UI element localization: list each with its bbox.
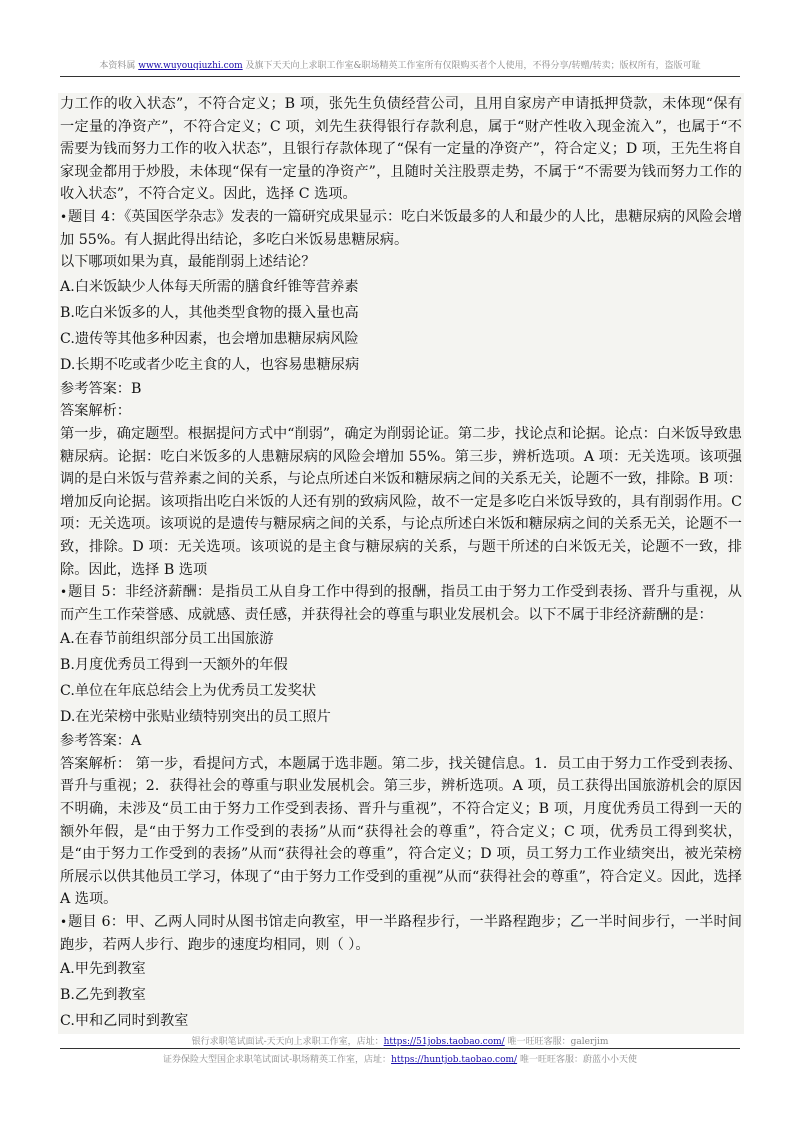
header-suffix: 及旗下天天向上求职工作室&职场精英工作室所有仅限购买者个人使用，不得分享/转赠/转卖；版权所有，盗版可耻: [242, 61, 701, 71]
q4-option-b: B.吃白米饭多的人，其他类型食物的摄入量也高: [60, 304, 359, 321]
q4-analysis: 第一步，确定题型。根据提问方式中“削弱”，确定为削弱论证。第二步，找论点和论据。论点：白米饭导致患糖尿病。论据：吃白米饭多的人患糖尿病的风险会增加 55%。第三步，辨析选项。A 项：无关选项。该项强调的是白米饭与营养素之间的关系，与论点所述白米饭和糖尿病之间的关系无关，论题不一致，排除。B 项：增加反向论据。该项指出吃白米饭的人还有别的致病风险，故不一定是多吃白米饭导致的，具有削弱作用。C 项：无关选项。该项说的是遗传与糖尿病之间的关系，与论点所述白米饭和糖尿病之间的关系无关，论题不一致，排除。D 项：无关选项。该项说的是主食与糖尿病的关系，与题干所述的白米饭无关，论题不一致，排除。因此，选择 B 选项: [60, 425, 742, 578]
q5-option-a: A.在春节前组织部分员工出国旅游: [60, 631, 274, 648]
q5-option-b: B.月度优秀员工得到一天额外的年假: [60, 657, 288, 674]
q5-option-d: D.在光荣榜中张贴业绩特别突出的员工照片: [60, 709, 331, 726]
q4-option-d: D.长期不吃或者少吃主食的人，也容易患糖尿病: [60, 356, 360, 373]
bullet-icon: •: [60, 915, 68, 930]
q4-option-c: C.遗传等其他多种因素，也会增加患糖尿病风险: [60, 330, 359, 347]
q6-stem-text: 题目 6：甲、乙两人同时从图书馆走向教室，甲一半路程步行，一半路程跑步；乙一半时间步行，一半时间跑步，若两人步行、跑步的速度均相同，则（ ）。: [60, 914, 742, 953]
q4-option-a: A.白米饭缺少人体每天所需的膳食纤锥等营养素: [60, 278, 359, 295]
q3-analysis-tail: 力工作的收入状态”，不符合定义；B 项，张先生负债经营公司，且用自家房产申请抵押贷款，未体现“保有一定量的净资产”，不符合定义；C 项，刘先生获得银行存款利息，属于“财产性收入现金流入”，也属于“不需要为钱而努力工作的收入状态”，且银行存款体现了“保有一定量的净资产”，符合定义；D 项，王先生将自家现金都用于炒股，未体现“保有一定量的净资产”，且随时关注股票走势，不属于“不需要为钱而努力工作的收入状态”，不符合定义。因此，选择 C 选项。: [60, 96, 742, 203]
q4-stem: [58, 206, 744, 251]
q5-option-c: C.单位在年底总结会上为优秀员工发奖状: [60, 683, 317, 700]
header-divider: [60, 76, 740, 77]
footer-line-1: [60, 1034, 740, 1047]
q5-answer: 参考答案：A: [60, 733, 142, 750]
page-header: [60, 58, 740, 71]
footer-1-suffix: 唯一旺旺客服：galerjim: [504, 1037, 609, 1047]
footer-2-suffix: 唯一旺旺客服：蔚蓝小小天使: [517, 1055, 637, 1065]
q5-stem: [58, 581, 744, 626]
footer-1-link[interactable]: https://51jobs.taobao.com/: [383, 1037, 505, 1047]
q6-option-c: C.甲和乙同时到教室: [60, 1013, 189, 1030]
q4-analysis-label: 答案解析：: [60, 403, 131, 420]
q5-analysis: 答案解析： 第一步，看提问方式，本题属于选非题。第二步，找关键信息。1．员工由于努力工作受到表扬、晋升与重视；2．获得社会的尊重与职业发展机会。第三步，辨析选项。A 项，员工获得出国旅游机会的原因不明确，未涉及“员工由于努力工作受到表扬、晋升与重视”，不符合定义；B 项，月度优秀员工得到一天的额外年假，是“由于努力工作受到的表扬”从而“获得社会的尊重”，符合定义；C 项，优秀员工得到奖状，是“由于努力工作受到的表扬”从而“获得社会的尊重”，符合定义；D 项，员工努力工作业绩突出，被光荣榜所展示以供其他员工学习，体现了“由于努力工作受到的重视”从而“获得社会的尊重”，符合定义。因此，选择 A 选项。: [60, 755, 742, 908]
header-link[interactable]: www.wuyouqiuzhi.com: [138, 61, 243, 71]
q6-option-b: B.乙先到教室: [60, 987, 146, 1004]
q5-stem-text: 题目 5：非经济薪酬：是指员工从自身工作中得到的报酬，指员工由于努力工作受到表扬、晋升与重视，从而产生工作荣誉感、成就感、责任感，并获得社会的尊重与职业发展机会。以下不属于非经济薪酬的是：: [60, 584, 742, 623]
footer-divider: [60, 1048, 740, 1049]
footer-2-link[interactable]: https://huntjob.taobao.com/: [391, 1055, 518, 1065]
q6-option-a: A.甲先到教室: [60, 961, 146, 978]
bullet-icon: •: [60, 585, 68, 600]
document-body: [58, 93, 744, 1034]
footer-2-prefix: 证券保险大型国企求职笔试面试-职场精英工作室，店址：: [163, 1055, 392, 1065]
q4-stem-text: 题目 4：《英国医学杂志》发表的一篇研究成果显示：吃白米饭最多的人和最少的人比，患糖尿病的风险会增加 55%。有人据此得出结论，多吃白米饭易患糖尿病。: [60, 208, 742, 248]
footer-line-2: [60, 1052, 740, 1065]
footer-1-prefix: 银行求职笔试面试-天天向上求职工作室，店址：: [191, 1037, 384, 1047]
q4-answer: 参考答案：B: [60, 380, 142, 397]
header-prefix: 本资料属: [99, 61, 139, 71]
bullet-icon: •: [60, 209, 68, 224]
q6-stem: [58, 911, 744, 956]
q4-ask: 以下哪项如果为真，最能削弱上述结论？: [60, 254, 316, 271]
